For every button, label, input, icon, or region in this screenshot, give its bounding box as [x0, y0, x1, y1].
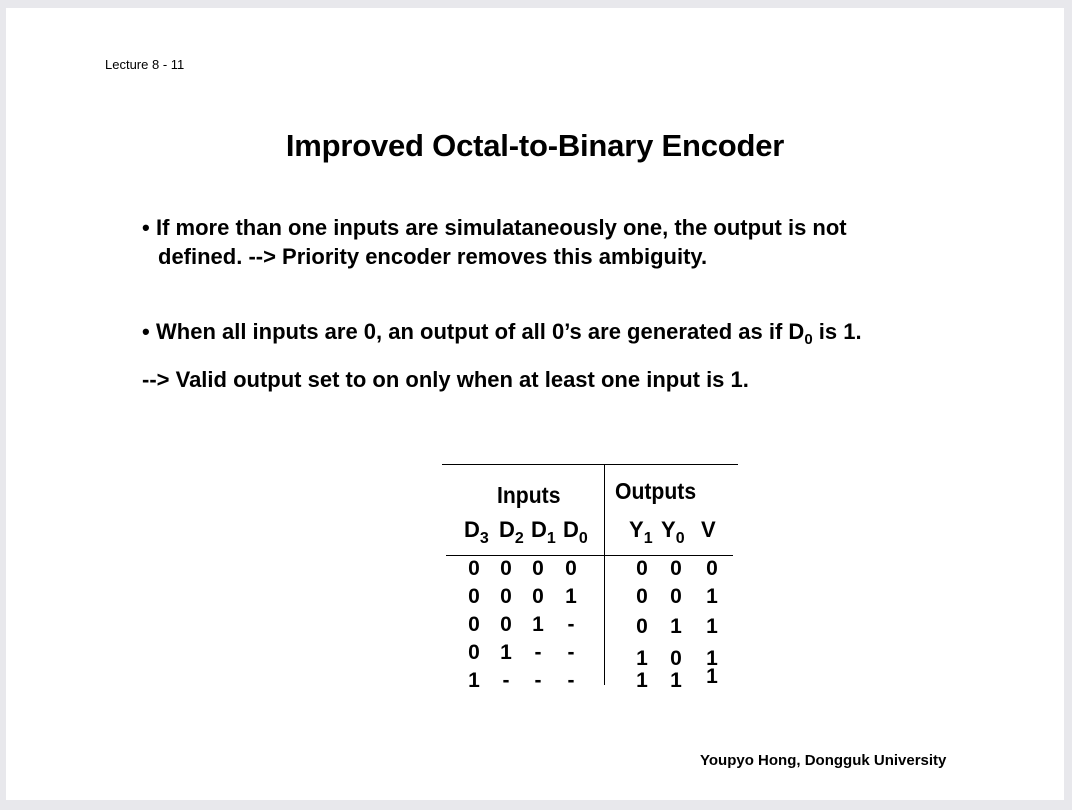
output-cell: 1: [706, 585, 718, 608]
input-col-header: [531, 517, 556, 547]
lecture-label: Lecture 8 - 11: [105, 57, 185, 72]
input-cell: 0: [500, 585, 512, 608]
bullet-dot: •: [142, 215, 150, 240]
truth-table: [442, 464, 742, 694]
bullet-ambiguity-line2: defined. --> Priority encoder removes this ambiguity.: [158, 244, 708, 269]
valid-output-note: --> Valid output set to on only when at least one input is 1.: [142, 367, 749, 392]
table-header-rule: [446, 555, 733, 556]
input-col-header-base: D: [531, 517, 547, 542]
output-col-header-subscript: 1: [643, 530, 653, 547]
output-cell: 1: [706, 665, 718, 688]
input-cell: 0: [565, 557, 577, 580]
output-cell: 1: [706, 615, 718, 638]
output-cell: 1: [706, 647, 718, 670]
input-cell: 0: [468, 585, 480, 608]
output-cell: 1: [670, 615, 682, 638]
output-cell: 0: [670, 585, 682, 608]
output-cell: 1: [636, 669, 648, 692]
bullet-all-zero-tail: is 1.: [812, 319, 862, 344]
output-col-header-base: V: [701, 517, 716, 542]
input-cell: -: [502, 669, 510, 692]
input-cell: 0: [500, 613, 512, 636]
output-col-header: [701, 517, 716, 543]
input-col-header: [499, 517, 524, 547]
outputs-header: Outputs: [615, 478, 697, 504]
input-col-header-base: D: [563, 517, 579, 542]
slide: [6, 8, 1064, 800]
footer-author: Youpyo Hong, Dongguk University: [700, 752, 947, 769]
output-cell: 0: [706, 557, 718, 580]
bullet-all-zero-subscript: 0: [804, 331, 813, 348]
table-divider: [604, 464, 605, 685]
input-col-header: [464, 517, 489, 547]
input-cell: 0: [468, 641, 480, 664]
input-cell: 0: [500, 557, 512, 580]
input-col-header-base: D: [464, 517, 480, 542]
input-cell: 0: [468, 557, 480, 580]
input-cell: 1: [500, 641, 512, 664]
bullet-all-zero: [142, 317, 962, 346]
input-col-header-subscript: 2: [514, 530, 524, 547]
bullet-dot: •: [142, 319, 150, 344]
output-col-header-base: Y: [661, 517, 676, 542]
input-cell: -: [534, 641, 542, 664]
output-cell: 0: [636, 585, 648, 608]
table-top-rule: [442, 464, 738, 465]
inputs-header: Inputs: [497, 482, 561, 508]
input-cell: -: [567, 613, 575, 636]
input-col-header: [563, 517, 588, 547]
input-cell: 1: [532, 613, 544, 636]
input-cell: 0: [532, 585, 544, 608]
output-cell: 0: [636, 557, 648, 580]
input-cell: 1: [565, 585, 577, 608]
output-col-header: [661, 517, 685, 547]
input-cell: -: [534, 669, 542, 692]
input-col-header-subscript: 0: [578, 530, 588, 547]
output-col-header-subscript: 0: [675, 530, 685, 547]
input-cell: 0: [468, 613, 480, 636]
output-col-header: [629, 517, 653, 547]
output-cell: 0: [670, 557, 682, 580]
input-cell: -: [567, 641, 575, 664]
bullet-ambiguity: [142, 213, 942, 271]
input-cell: 0: [532, 557, 544, 580]
slide-title: Improved Octal-to-Binary Encoder: [285, 128, 785, 163]
input-cell: -: [567, 669, 575, 692]
bullet-all-zero-text: When all inputs are 0, an output of all 0’s are generated as if D: [156, 319, 805, 344]
input-cell: 1: [468, 669, 480, 692]
input-col-header-subscript: 1: [546, 530, 556, 547]
output-cell: 1: [670, 669, 682, 692]
bullet-ambiguity-line1: If more than one inputs are simulataneously one, the output is not: [156, 215, 847, 240]
input-col-header-base: D: [499, 517, 515, 542]
output-cell: 0: [636, 615, 648, 638]
output-col-header-base: Y: [629, 517, 644, 542]
output-cell: 1: [636, 647, 648, 670]
output-cell: 0: [670, 647, 682, 670]
input-col-header-subscript: 3: [479, 530, 489, 547]
